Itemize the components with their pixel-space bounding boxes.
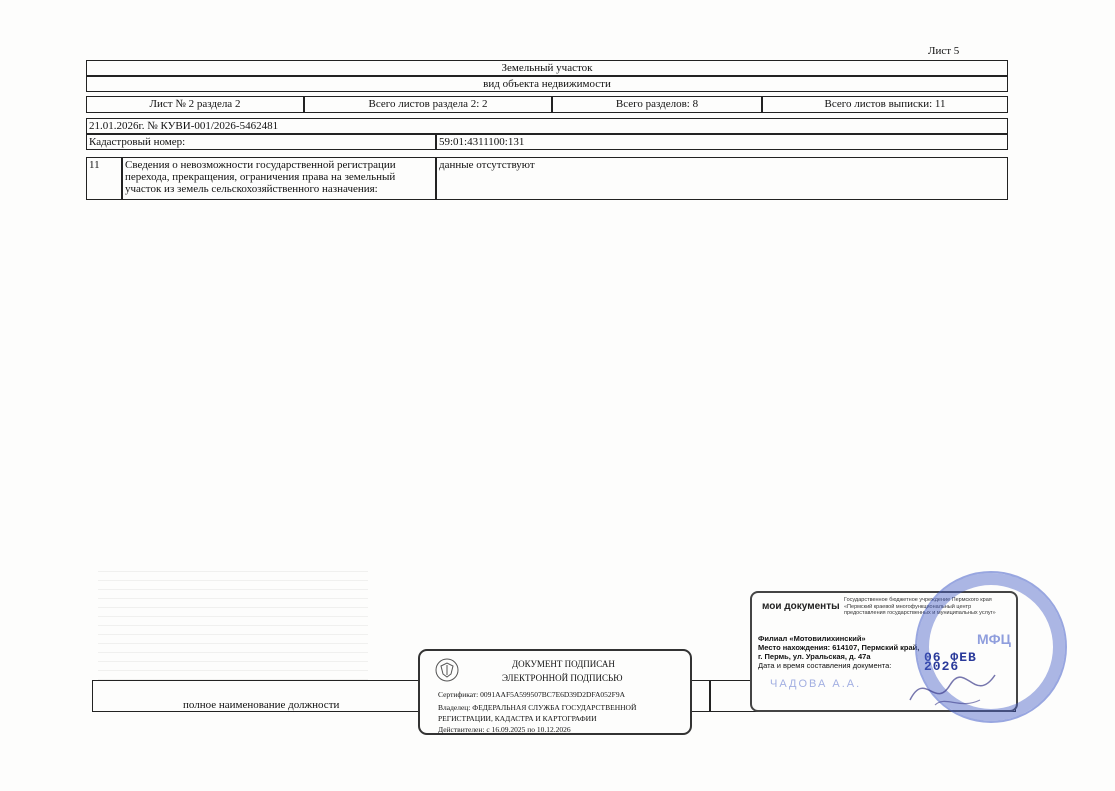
mfc-stamp-date: 06 ФЕВ 2026 [924, 650, 977, 674]
object-kind-caption-row: вид объекта недвижимости [86, 76, 1008, 92]
mfc-address-line2: г. Пермь, ул. Уральская, д. 47а [758, 652, 871, 661]
mfc-address-line1: Место нахождения: 614107, Пермский край, [758, 643, 920, 652]
emblem-icon [434, 657, 460, 683]
electronic-signature-box [418, 649, 692, 735]
sheet-of-section: Лист № 2 раздела 2 [86, 96, 304, 113]
footer-middle-box [690, 680, 710, 712]
cadastral-label: Кадастровый номер: [86, 134, 436, 150]
signature-validity: Действителен: с 16.09.2025 по 10.12.2026 [438, 725, 571, 734]
mfc-branch: Филиал «Мотовилихинский» [758, 634, 866, 643]
handwritten-signature-icon [905, 660, 1000, 715]
item-11-value: данные отсутствуют [436, 157, 1008, 200]
object-type-row: Земельный участок [86, 60, 1008, 76]
record-date-number: 21.01.2026г. № КУВИ-001/2026-5462481 [86, 118, 1008, 134]
position-label: полное наименование должности [183, 699, 340, 711]
cadastral-row [86, 134, 1008, 150]
cadastral-value: 59:01:4311100:131 [436, 134, 1008, 150]
item-11-row [86, 157, 1008, 200]
signature-line2: ЭЛЕКТРОННОЙ ПОДПИСЬЮ [502, 673, 623, 683]
counters-row [86, 96, 1008, 113]
mfc-datetime-label: Дата и время составления документа: [758, 661, 892, 670]
signature-line1: ДОКУМЕНТ ПОДПИСАН [512, 659, 615, 669]
item-11-number: 11 [86, 157, 122, 200]
seal-label: МФЦ [977, 631, 1011, 647]
mfc-logo: мои документы [762, 601, 840, 612]
faint-bleed-through [98, 570, 368, 680]
section-sheets: Всего листов раздела 2: 2 [304, 96, 552, 113]
total-sheets: Всего листов выписки: 11 [762, 96, 1008, 113]
item-11-description: Сведения о невозможности государственной регистрации перехода, прекращения, ограничения права на земельный участок из земель сельскохозяйственного назначения: [122, 157, 436, 200]
signature-owner-line2: РЕГИСТРАЦИИ, КАДАСТРА И КАРТОГРАФИИ [438, 714, 597, 723]
signature-certificate: Сертификат: 0091AAF5A599507BC7E6D39D2DFA052F9A [438, 690, 626, 699]
signature-owner-line1: Владелец: ФЕДЕРАЛЬНАЯ СЛУЖБА ГОСУДАРСТВЕННОЙ [438, 703, 637, 712]
seal-name: ЧАДОВА А.А. [770, 678, 862, 690]
mfc-org-name: Государственное бюджетное учреждение Пермского края «Пермский краевой многофункциональный центр предоставления государственных и муниципальных услуг» [844, 597, 996, 616]
sheet-number: Лист 5 [928, 45, 960, 57]
total-sections: Всего разделов: 8 [552, 96, 762, 113]
